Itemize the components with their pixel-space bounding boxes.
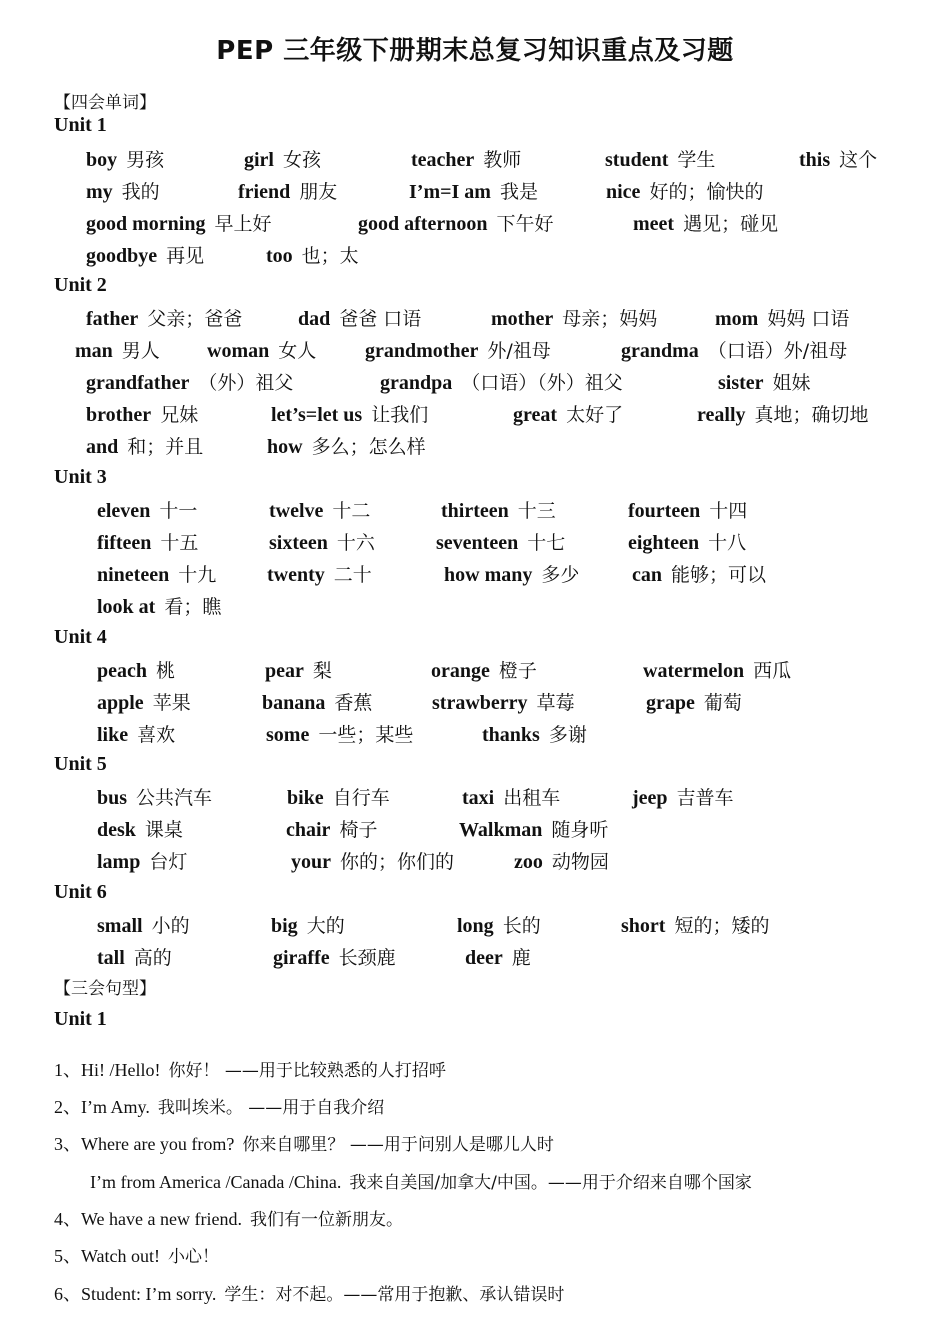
vocab-entry xyxy=(365,338,551,363)
sentence-english: 6、Student: I’m sorry. xyxy=(54,1284,217,1304)
vocab-entry xyxy=(238,179,337,204)
sentence-item xyxy=(54,1242,219,1268)
vocab-entry xyxy=(411,147,521,172)
vocab-english: grandfather xyxy=(86,372,190,394)
vocab-entry xyxy=(459,817,608,842)
vocab-chinese: 下午好 xyxy=(496,213,554,235)
vocab-english: friend xyxy=(238,181,291,203)
vocab-english: brother xyxy=(86,404,152,426)
vocab-entry xyxy=(86,434,203,459)
vocab-entry xyxy=(75,338,160,363)
vocab-entry xyxy=(444,562,579,587)
vocab-entry xyxy=(207,338,316,363)
vocab-entry xyxy=(441,498,556,523)
vocab-chinese: 十六 xyxy=(336,532,375,554)
vocab-entry xyxy=(267,434,426,459)
vocab-chinese: 吉普车 xyxy=(676,787,734,809)
vocab-entry xyxy=(271,913,345,938)
vocab-entry xyxy=(431,658,537,683)
vocab-chinese: 随身听 xyxy=(551,819,609,841)
vocab-english: desk xyxy=(97,819,136,841)
vocab-entry xyxy=(491,306,657,331)
sentence-english: 1、Hi! /Hello! xyxy=(54,1060,161,1080)
vocab-entry xyxy=(86,306,242,331)
vocab-chinese: 能够；可以 xyxy=(671,564,767,586)
vocab-entry xyxy=(628,530,746,555)
vocab-english: this xyxy=(799,149,831,171)
vocab-english: orange xyxy=(431,660,490,682)
vocab-chinese: 真地；确切地 xyxy=(754,404,869,426)
vocab-chinese: 姐妹 xyxy=(772,372,811,394)
vocab-entry xyxy=(97,913,190,938)
vocab-english: my xyxy=(86,181,113,203)
vocab-english: big xyxy=(271,915,298,937)
vocab-entry xyxy=(358,211,553,236)
vocab-english: nice xyxy=(606,181,641,203)
sentence-item xyxy=(90,1168,752,1193)
vocab-chinese: 二十 xyxy=(333,564,372,586)
vocab-entry xyxy=(646,690,742,715)
vocab-chinese: 草莓 xyxy=(536,692,575,714)
vocab-english: fourteen xyxy=(628,500,701,522)
vocab-entry xyxy=(97,658,175,683)
vocab-chinese: 香蕉 xyxy=(334,692,373,714)
vocab-entry xyxy=(643,658,791,683)
sentence-chinese: 学生：对不起。——常用于抱歉、承认错误时 xyxy=(224,1285,565,1305)
vocab-chinese: 多谢 xyxy=(548,724,587,746)
vocab-chinese: 女孩 xyxy=(283,149,322,171)
sentence-item xyxy=(54,1056,446,1082)
vocab-english: peach xyxy=(97,660,147,682)
vocab-entry xyxy=(291,849,454,874)
sentence-item xyxy=(54,1093,384,1119)
vocab-english: really xyxy=(697,404,746,426)
vocab-english: banana xyxy=(262,692,326,714)
vocab-entry xyxy=(86,211,271,236)
vocab-english: mother xyxy=(491,308,554,330)
vocab-english: eleven xyxy=(97,500,151,522)
vocab-chinese: 鹿 xyxy=(511,947,531,969)
vocab-english: small xyxy=(97,915,143,937)
vocab-english: meet xyxy=(633,213,675,235)
vocab-english: twenty xyxy=(267,564,325,586)
sentence-chinese: 我来自美国/加拿大/中国。——用于介绍来自哪个国家 xyxy=(349,1173,752,1193)
vocab-chinese: 长的 xyxy=(502,915,541,937)
vocab-entry xyxy=(380,370,623,395)
vocab-entry xyxy=(97,594,221,619)
vocab-chinese: 爸爸 口语 xyxy=(339,308,422,330)
sentence-chinese: 你好！ ——用于比较熟悉的人打招呼 xyxy=(168,1061,446,1081)
vocab-english: mom xyxy=(715,308,759,330)
vocab-chinese: 出租车 xyxy=(503,787,561,809)
vocab-chinese: 好的；愉快的 xyxy=(649,181,764,203)
vocab-chinese: 高的 xyxy=(133,947,172,969)
sentence-english: 2、I’m Amy. xyxy=(54,1097,150,1117)
vocab-entry xyxy=(286,817,377,842)
vocab-entry xyxy=(86,243,204,268)
vocab-english: your xyxy=(291,851,331,873)
vocab-english: I’m=I am xyxy=(409,181,491,203)
vocab-chinese: 让我们 xyxy=(371,404,429,426)
vocab-english: thanks xyxy=(482,724,540,746)
vocab-chinese: 母亲；妈妈 xyxy=(562,308,658,330)
vocab-entry xyxy=(632,562,766,587)
vocab-chinese: 自行车 xyxy=(332,787,390,809)
vocab-english: Walkman xyxy=(459,819,543,841)
unit-heading: Unit 3 xyxy=(54,466,107,488)
vocab-entry xyxy=(298,306,421,331)
vocab-english: seventeen xyxy=(436,532,519,554)
vocab-entry xyxy=(457,913,541,938)
vocab-english: too xyxy=(266,245,293,267)
vocab-english: grandmother xyxy=(365,340,479,362)
vocab-chinese: 学生 xyxy=(677,149,716,171)
sentence-english: 3、Where are you from? xyxy=(54,1134,235,1154)
vocab-entry xyxy=(482,722,587,747)
vocab-english: zoo xyxy=(514,851,543,873)
vocab-english: grandpa xyxy=(380,372,453,394)
vocab-entry xyxy=(273,945,396,970)
sentence-item xyxy=(54,1130,554,1156)
vocab-chinese: 十九 xyxy=(178,564,217,586)
vocab-english: nineteen xyxy=(97,564,170,586)
unit-heading: Unit 4 xyxy=(54,626,107,648)
vocab-chinese: 遇见；碰见 xyxy=(683,213,779,235)
vocab-english: fifteen xyxy=(97,532,152,554)
vocab-english: dad xyxy=(298,308,331,330)
vocab-entry xyxy=(628,498,747,523)
vocab-entry xyxy=(266,243,359,268)
unit-heading: Unit 1 xyxy=(54,114,107,136)
vocab-entry xyxy=(697,402,869,427)
section-heading-sentences: 【三会句型】 xyxy=(54,979,156,999)
vocab-entry xyxy=(409,179,538,204)
vocab-english: lamp xyxy=(97,851,141,873)
vocab-entry xyxy=(86,402,198,427)
vocab-chinese: 女人 xyxy=(278,340,317,362)
vocab-entry xyxy=(86,147,164,172)
vocab-chinese: 我的 xyxy=(121,181,160,203)
vocab-english: how many xyxy=(444,564,533,586)
vocab-entry xyxy=(97,817,183,842)
vocab-entry xyxy=(97,530,198,555)
vocab-chinese: 喜欢 xyxy=(137,724,176,746)
vocab-english: father xyxy=(86,308,139,330)
vocab-chinese: 再见 xyxy=(166,245,205,267)
vocab-english: apple xyxy=(97,692,144,714)
sentence-unit-heading: Unit 1 xyxy=(54,1008,107,1030)
vocab-entry xyxy=(436,530,565,555)
unit-heading: Unit 6 xyxy=(54,881,107,903)
vocab-english: sister xyxy=(718,372,764,394)
vocab-english: let’s=let us xyxy=(271,404,363,426)
vocab-english: twelve xyxy=(269,500,324,522)
vocab-english: some xyxy=(266,724,310,746)
vocab-english: bike xyxy=(287,787,324,809)
vocab-english: teacher xyxy=(411,149,475,171)
vocab-entry xyxy=(86,179,160,204)
vocab-english: deer xyxy=(465,947,503,969)
vocab-chinese: 多么；怎么样 xyxy=(311,436,426,458)
vocab-english: great xyxy=(513,404,558,426)
vocab-chinese: 父亲；爸爸 xyxy=(147,308,243,330)
vocab-english: man xyxy=(75,340,113,362)
vocab-entry xyxy=(267,562,372,587)
sentence-chinese: 你来自哪里？ ——用于问别人是哪儿人时 xyxy=(242,1135,554,1155)
vocab-entry xyxy=(605,147,715,172)
vocab-chinese: 小的 xyxy=(151,915,190,937)
vocab-entry xyxy=(621,913,769,938)
vocab-chinese: 教师 xyxy=(483,149,522,171)
vocab-entry xyxy=(97,945,172,970)
vocab-chinese: 十七 xyxy=(527,532,566,554)
vocab-chinese: 多少 xyxy=(541,564,580,586)
vocab-english: boy xyxy=(86,149,118,171)
vocab-english: goodbye xyxy=(86,245,158,267)
vocab-english: strawberry xyxy=(432,692,528,714)
vocab-chinese: 课桌 xyxy=(144,819,183,841)
unit-heading: Unit 5 xyxy=(54,753,107,775)
vocab-chinese: 苹果 xyxy=(152,692,191,714)
vocab-english: short xyxy=(621,915,666,937)
vocab-entry xyxy=(621,338,847,363)
vocab-entry xyxy=(86,370,293,395)
vocab-entry xyxy=(462,785,560,810)
vocab-english: eighteen xyxy=(628,532,700,554)
vocab-english: thirteen xyxy=(441,500,509,522)
vocab-chinese: 短的；矮的 xyxy=(674,915,770,937)
vocab-chinese: 早上好 xyxy=(214,213,272,235)
vocab-entry xyxy=(266,722,413,747)
vocab-chinese: 橙子 xyxy=(498,660,537,682)
vocab-chinese: 十八 xyxy=(708,532,747,554)
vocab-chinese: 长颈鹿 xyxy=(338,947,396,969)
vocab-entry xyxy=(97,562,216,587)
vocab-english: grape xyxy=(646,692,695,714)
vocab-entry xyxy=(97,498,197,523)
vocab-chinese: 男孩 xyxy=(126,149,165,171)
unit-heading: Unit 2 xyxy=(54,274,107,296)
vocab-entry xyxy=(265,658,332,683)
vocab-entry xyxy=(271,402,428,427)
vocab-chinese: 男人 xyxy=(121,340,160,362)
vocab-entry xyxy=(97,785,212,810)
vocab-chinese: 动物园 xyxy=(551,851,609,873)
section-heading-words: 【四会单词】 xyxy=(54,93,156,113)
vocab-entry xyxy=(97,849,187,874)
vocab-chinese: （外）祖父 xyxy=(198,372,294,394)
vocab-chinese: 朋友 xyxy=(299,181,338,203)
vocab-chinese: 大的 xyxy=(306,915,345,937)
vocab-chinese: 十一 xyxy=(159,500,198,522)
vocab-english: woman xyxy=(207,340,270,362)
vocab-chinese: 看；瞧 xyxy=(164,596,222,618)
vocab-entry xyxy=(97,690,191,715)
vocab-chinese: 和；并且 xyxy=(127,436,204,458)
vocab-chinese: 葡萄 xyxy=(703,692,742,714)
vocab-chinese: 十四 xyxy=(709,500,748,522)
vocab-chinese: 十三 xyxy=(517,500,556,522)
sentence-english: 5、Watch out! xyxy=(54,1246,161,1266)
vocab-english: and xyxy=(86,436,119,458)
vocab-entry xyxy=(513,402,623,427)
vocab-entry xyxy=(287,785,390,810)
vocab-entry xyxy=(632,785,734,810)
page-title: PEP 三年级下册期末总复习知识重点及习题 xyxy=(216,36,734,66)
vocab-english: how xyxy=(267,436,303,458)
vocab-entry xyxy=(269,530,375,555)
sentence-chinese: 小心！ xyxy=(168,1247,220,1267)
vocab-english: girl xyxy=(244,149,274,171)
sentence-chinese: 我们有一位新朋友。 xyxy=(249,1210,403,1230)
vocab-entry xyxy=(465,945,531,970)
vocab-english: bus xyxy=(97,787,128,809)
vocab-chinese: 妈妈 口语 xyxy=(767,308,850,330)
vocab-chinese: 桃 xyxy=(156,660,176,682)
sentence-chinese: 我叫埃米。 ——用于自我介绍 xyxy=(157,1098,385,1118)
vocab-entry xyxy=(514,849,609,874)
vocab-chinese: 这个 xyxy=(839,149,878,171)
sentence-item xyxy=(54,1205,403,1231)
vocab-english: student xyxy=(605,149,669,171)
vocab-chinese: 你的；你们的 xyxy=(340,851,455,873)
vocab-chinese: 外/祖母 xyxy=(487,340,551,362)
vocab-entry xyxy=(262,690,372,715)
vocab-entry xyxy=(244,147,321,172)
vocab-entry xyxy=(633,211,778,236)
vocab-chinese: 椅子 xyxy=(339,819,378,841)
vocab-english: sixteen xyxy=(269,532,328,554)
vocab-english: giraffe xyxy=(273,947,330,969)
sentence-english: I’m from America /Canada /China. xyxy=(90,1172,342,1192)
vocab-english: good afternoon xyxy=(358,213,488,235)
vocab-chinese: 太好了 xyxy=(566,404,624,426)
sentence-item xyxy=(54,1280,564,1306)
vocab-entry xyxy=(715,306,849,331)
vocab-entry xyxy=(269,498,370,523)
vocab-english: chair xyxy=(286,819,331,841)
vocab-english: like xyxy=(97,724,129,746)
vocab-english: tall xyxy=(97,947,125,969)
vocab-english: pear xyxy=(265,660,304,682)
vocab-entry xyxy=(718,370,811,395)
vocab-chinese: 公共汽车 xyxy=(136,787,213,809)
vocab-english: long xyxy=(457,915,494,937)
vocab-chinese: 梨 xyxy=(312,660,332,682)
vocab-english: grandma xyxy=(621,340,699,362)
vocab-entry xyxy=(432,690,575,715)
vocab-english: jeep xyxy=(632,787,668,809)
vocab-chinese: 台灯 xyxy=(149,851,188,873)
vocab-english: watermelon xyxy=(643,660,745,682)
vocab-chinese: （口语）（外）祖父 xyxy=(461,372,623,394)
vocab-entry xyxy=(799,147,877,172)
vocab-entry xyxy=(606,179,763,204)
vocab-english: can xyxy=(632,564,662,586)
vocab-english: good morning xyxy=(86,213,206,235)
vocab-chinese: 也；太 xyxy=(301,245,359,267)
vocab-english: look at xyxy=(97,596,156,618)
vocab-chinese: 一些；某些 xyxy=(318,724,414,746)
vocab-chinese: 我是 xyxy=(499,181,538,203)
vocab-chinese: 西瓜 xyxy=(753,660,792,682)
vocab-chinese: 十二 xyxy=(332,500,371,522)
vocab-english: taxi xyxy=(462,787,495,809)
vocab-chinese: 十五 xyxy=(160,532,199,554)
vocab-chinese: 兄妹 xyxy=(160,404,199,426)
sentence-english: 4、We have a new friend. xyxy=(54,1209,242,1229)
vocab-entry xyxy=(97,722,175,747)
vocab-chinese: （口语）外/祖母 xyxy=(707,340,848,362)
